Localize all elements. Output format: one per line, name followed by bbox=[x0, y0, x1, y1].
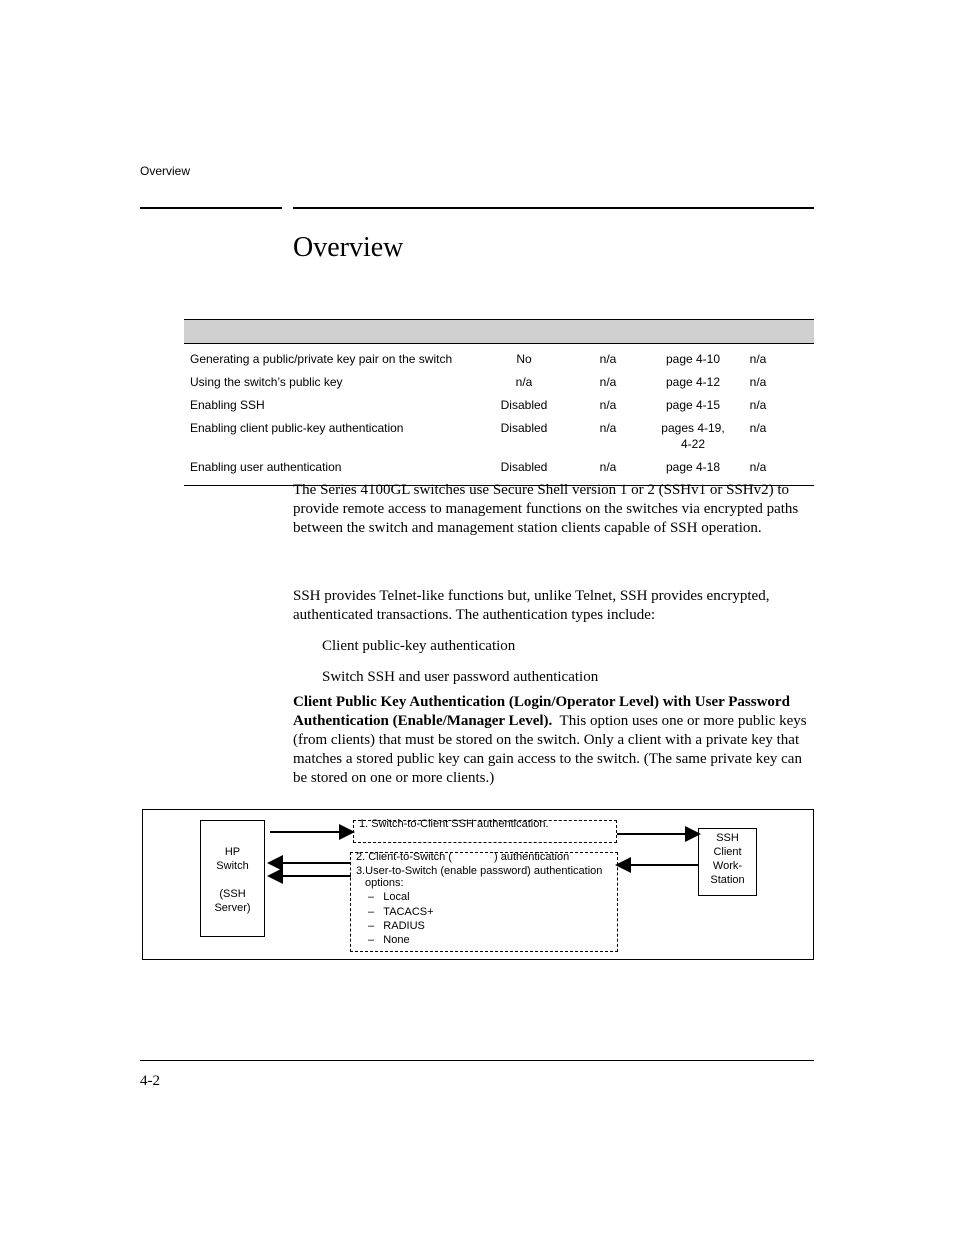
table-cell: Generating a public/private key pair on the switch bbox=[190, 352, 453, 366]
option-item bbox=[368, 919, 425, 933]
step1-label: 1. Switch-to-Client SSH authentication. bbox=[359, 818, 549, 830]
table-cell: page 4-10 bbox=[665, 352, 721, 366]
client-key-paragraph bbox=[293, 693, 813, 788]
table-cell: n/a bbox=[599, 460, 617, 474]
table-row bbox=[184, 420, 814, 459]
table-cell: n/a bbox=[749, 352, 767, 366]
bullet-client-public-key: Client public-key authentication bbox=[322, 638, 516, 654]
table-cell: Enabling SSH bbox=[190, 398, 265, 412]
option-tacacs: TACACS+ bbox=[383, 906, 434, 918]
table-cell: page 4-15 bbox=[665, 398, 721, 412]
option-radius: RADIUS bbox=[383, 920, 425, 932]
client-box-line: Work- bbox=[712, 860, 743, 872]
client-box-line: Client bbox=[713, 846, 742, 858]
table-cell: Using the switch’s public key bbox=[190, 375, 343, 389]
table-cell: Enabling user authentication bbox=[190, 460, 342, 474]
table-cell: page 4-18 bbox=[665, 460, 721, 474]
table-cell: n/a bbox=[749, 460, 767, 474]
table-cell: n/a bbox=[749, 398, 767, 412]
table-cell: Enabling client public-key authentication bbox=[190, 421, 404, 435]
header-rule-right bbox=[293, 207, 814, 209]
table-cell: No bbox=[516, 352, 532, 366]
option-local: Local bbox=[383, 891, 410, 903]
bullet-switch-ssh: Switch SSH and user password authentication bbox=[322, 669, 599, 685]
table-row bbox=[184, 459, 814, 482]
table-cell: n/a bbox=[599, 352, 617, 366]
step2-label-b: ) authentication bbox=[493, 851, 570, 863]
table-cell: Disabled bbox=[500, 421, 548, 435]
page-title: Overview bbox=[293, 232, 404, 263]
table-cell: n/a bbox=[515, 375, 533, 389]
table-cell: Disabled bbox=[500, 460, 548, 474]
table-cell: n/a bbox=[749, 375, 767, 389]
option-none: None bbox=[383, 934, 410, 946]
ssh-client-box bbox=[698, 828, 757, 896]
client-key-text: This option uses one or more public keys (from clients) that must be stored on the switch. Only a client with a private key that matches a stored public key can gain access to the switch. (The same private key can be stored on one or more clients.) bbox=[293, 713, 807, 786]
client-box-line: Station bbox=[710, 874, 745, 886]
table-cell: n/a bbox=[749, 421, 767, 435]
option-item bbox=[368, 890, 410, 904]
dash-glyph: – bbox=[368, 906, 375, 918]
switch-box-line: Switch bbox=[216, 860, 249, 872]
ssh-paragraph: SSH provides Telnet-like functions but, unlike Telnet, SSH provides encrypted, authenticated transactions. The authentication types include: bbox=[293, 588, 770, 623]
table-row bbox=[184, 397, 814, 420]
page-number: 4-2 bbox=[140, 1073, 160, 1089]
table-row bbox=[184, 351, 814, 374]
ssh-auth-diagram bbox=[142, 809, 814, 960]
switch-box-line: HP bbox=[224, 846, 241, 858]
step3-label: 3.User-to-Switch (enable password) authentication bbox=[356, 865, 603, 877]
header-rule-left bbox=[140, 207, 282, 209]
table-header-bar bbox=[184, 319, 814, 344]
step3-options-label: options: bbox=[365, 877, 404, 889]
step2-label bbox=[356, 850, 569, 864]
client-box-line: SSH bbox=[716, 832, 739, 844]
dash-glyph: – bbox=[368, 934, 375, 946]
switch-box-line: (SSH bbox=[219, 888, 246, 900]
dash-glyph: – bbox=[368, 891, 375, 903]
client-key-heading: Client Public Key Authentication (Login/Operator Level) with User Password Authentication (Enable/Manager Level). bbox=[293, 694, 790, 729]
option-item bbox=[368, 905, 434, 919]
footer-rule bbox=[140, 1060, 814, 1061]
table-cell: pages 4-19, 4-22 bbox=[661, 421, 725, 451]
option-item bbox=[368, 933, 410, 947]
hp-switch-box bbox=[200, 820, 265, 937]
table-row bbox=[184, 374, 814, 397]
dash-glyph: – bbox=[368, 920, 375, 932]
running-head: Overview bbox=[140, 164, 191, 178]
table-cell: n/a bbox=[599, 421, 617, 435]
intro-paragraph: The Series 4100GL switches use Secure Shell version 1 or 2 (SSHv1 or SSHv2) to provide remote access to management functions on the switches via encrypted paths between the switch and management station clients capable of SSH operation. bbox=[293, 482, 799, 536]
step2-label-a: 2. Client-to-Switch ( bbox=[356, 851, 452, 863]
switch-box-line: Server) bbox=[214, 902, 251, 914]
feature-table bbox=[184, 319, 814, 486]
table-cell: page 4-12 bbox=[665, 375, 721, 389]
table-cell: n/a bbox=[599, 375, 617, 389]
table-cell: Disabled bbox=[500, 398, 548, 412]
table-cell: n/a bbox=[599, 398, 617, 412]
switch-box-line bbox=[201, 873, 264, 887]
